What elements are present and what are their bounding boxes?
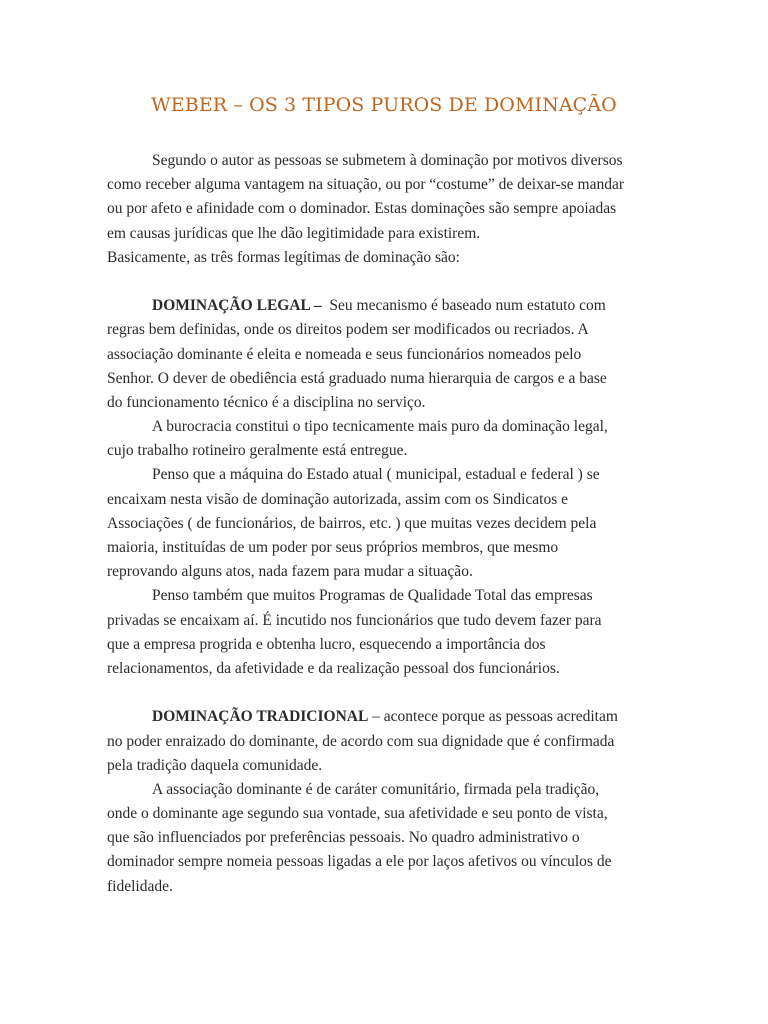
text-line: ou por afeto e afinidade com o dominador. Estas dominações são sempre apoiadas	[107, 200, 617, 218]
spacer	[107, 681, 667, 705]
text-line: Basicamente, as três formas legítimas de dominação são:	[107, 248, 460, 266]
text-line: que a empresa progrida e obtenha lucro, esquecendo a importância dos	[107, 635, 546, 653]
text-line: regras bem definidas, onde os direitos podem ser modificados ou recriados. A	[107, 321, 589, 339]
text-line: Penso que a máquina do Estado atual ( municipal, estadual e federal ) se	[152, 466, 600, 484]
document-title: WEBER – OS 3 TIPOS PUROS DE DOMINAÇÃO	[151, 94, 617, 116]
text-line: Segundo o autor as pessoas se submetem à dominação por motivos diversos	[152, 152, 623, 169]
text-line: associação dominante é eleita e nomeada e seus funcionários nomeados pelo	[107, 345, 582, 363]
text-fragment: – acontece porque as pessoas acreditam	[368, 708, 618, 726]
section-traditional-first-line	[107, 705, 667, 729]
text-line: onde o dominante age segundo sua vontade, sua afetividade e seu ponto de vista,	[107, 805, 608, 823]
text-line: Penso também que muitos Programas de Qualidade Total das empresas	[152, 587, 593, 605]
text-line: pela tradição daquela comunidade.	[107, 756, 323, 774]
document-body	[107, 149, 667, 899]
text-line: A burocracia constitui o tipo tecnicamente mais puro da dominação legal,	[152, 418, 608, 436]
section-legal-first-line	[107, 294, 667, 318]
text-line: Senhor. O dever de obediência está graduado numa hierarquia de cargos e a base	[107, 369, 607, 387]
text-line: em causas jurídicas que lhe dão legitimidade para existirem.	[107, 224, 481, 242]
text-line: no poder enraizado do dominante, de acordo com sua dignidade que é confirmada	[107, 732, 615, 750]
spacer	[107, 270, 667, 294]
text-line: do funcionamento técnico é a disciplina no serviço.	[107, 393, 426, 411]
section-heading-traditional: DOMINAÇÃO TRADICIONAL	[152, 708, 369, 726]
text-line: encaixam nesta visão de dominação autorizada, assim com os Sindicatos e	[107, 490, 568, 508]
text-line: privadas se encaixam aí. É incutido nos funcionários que tudo devem fazer para	[107, 611, 602, 629]
text-line: dominador sempre nomeia pessoas ligadas a ele por laços afetivos ou vínculos de	[107, 853, 612, 871]
text-line: reprovando alguns atos, nada fazem para mudar a situação.	[107, 563, 473, 581]
text-line: cujo trabalho rotineiro geralmente está entregue.	[107, 442, 408, 460]
text-line: fidelidade.	[107, 877, 173, 895]
text-line: que são influenciados por preferências pessoais. No quadro administrativo o	[107, 829, 580, 847]
text-line: maioria, instituídas de um poder por seus próprios membros, que mesmo	[107, 539, 559, 556]
text-line: Associações ( de funcionários, de bairros, etc. ) que muitas vezes decidem pela	[107, 514, 597, 532]
text-line: como receber alguma vantagem na situação, ou por “costume” de deixar-se mandar	[107, 176, 624, 194]
section-heading-legal: DOMINAÇÃO LEGAL –	[152, 297, 322, 315]
text-line: A associação dominante é de caráter comunitário, firmada pela tradição,	[152, 780, 600, 798]
text-line: relacionamentos, da afetividade e da realização pessoal dos funcionários.	[107, 659, 560, 677]
text-fragment: Seu mecanismo é baseado num estatuto com	[329, 297, 606, 315]
